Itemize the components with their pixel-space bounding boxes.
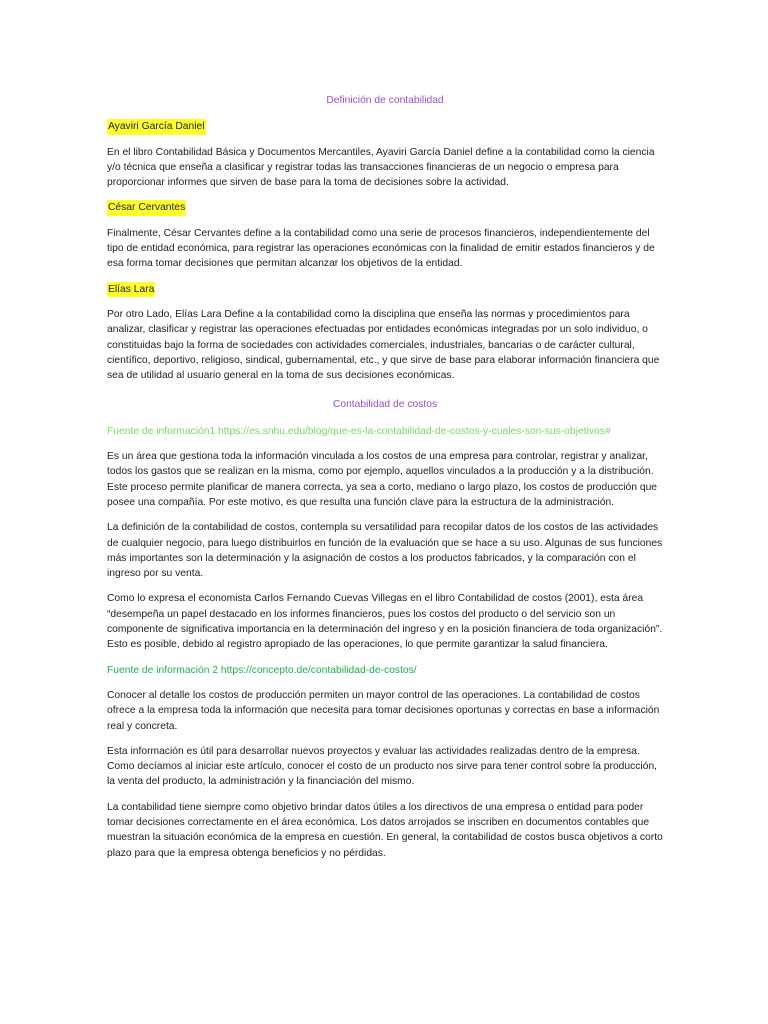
source-link-2[interactable]: Fuente de información 2 https://concepto.de/contabilidad-de-costos/ xyxy=(107,664,417,676)
author-ayaviri: Ayaviri García Daniel xyxy=(107,119,206,134)
author-lara: Elías Lara xyxy=(107,282,155,297)
paragraph-area-costos: Es un área que gestiona toda la información vinculada a los costos de una empresa para controlar, registrar y analizar, todos los gastos que se realizan en la misma, como por ejemplo, aquellos vinculados a la producción y a la distribución. Este proceso permite planificar de manera correcta, ya sea a corto, mediano o largo plazo, los costos de producción que posee una compañía. Por este motivo, es que resulta una función clave para la estructura de la administración. xyxy=(107,451,658,508)
paragraph-objetivo: La contabilidad tiene siempre como objetivo brindar datos útiles a los directivos de una empresa o entidad para poder tomar decisiones correctamente en el área económica. Los datos arrojados se inscriben en documentos contables que muestran la situación económica de la empresa en cuestión. En general, la contabilidad de costos busca objetivos a corto plazo para que la empresa obtenga beneficios y no pérdidas. xyxy=(107,801,663,859)
paragraph-conocer-detalle: Conocer al detalle los costos de producción permiten un mayor control de las operaciones. La contabilidad de costos ofrece a la empresa toda la información que necesita para tomar decisiones oportunas y correctas en base a información real y concreta. xyxy=(107,689,660,732)
paragraph-cervantes: Finalmente, César Cervantes define a la contabilidad como una serie de procesos financieros, independientemente del tipo de entidad económica, para registrar las operaciones económicas con la finalidad de emitir estados financieros y de esa forma tomar decisiones que permitan alcanzar los objetivos de la entidad. xyxy=(107,227,655,270)
paragraph-ayaviri: En el libro Contabilidad Básica y Documentos Mercantiles, Ayaviri García Daniel define a la contabilidad como la ciencia y/o técnica que enseña a clasificar y registrar todas las transacciones financieras de un negocio o empresa para proporcionar informes que sirven de base para la toma de decisiones sobre la actividad. xyxy=(107,146,655,189)
heading-contabilidad-costos: Contabilidad de costos xyxy=(332,399,438,411)
paragraph-definicion-costos: La definición de la contabilidad de costos, contempla su versatilidad para recopilar datos de los costos de las actividades de cualquier negocio, para luego distribuirlos en función de la evaluación que se hace a su uso. Algunas de sus funciones más importantes son la determinación y la asignación de costos a los productos fabricados, y la comparación con el ingreso por su venta. xyxy=(107,522,663,580)
heading-definicion: Definición de contabilidad xyxy=(326,95,444,106)
paragraph-informacion-util: Esta información es útil para desarrollar nuevos proyectos y evaluar las actividades realizadas dentro de la empresa. Como decíamos al iniciar este artículo, conocer el costo de un producto nos sirve para tener control sobre la producción, la venta del producto, la administración y la financiación del mismo. xyxy=(107,745,658,788)
paragraph-cuevas-villegas: Como lo expresa el economista Carlos Fernando Cuevas Villegas en el libro Contabilidad de costos (2001), esta área “desempeña un papel destacado en los informes financieros, pues los costos del producto o del servicio son un componente de significativa importancia en la determinación del ingreso y en la posición financiera de toda organización”. Esto es posible, debido al registro apropiado de las operaciones, lo que permite garantizar la salud financiera. xyxy=(107,593,663,651)
source-link-1[interactable]: Fuente de información1 https://es.snhu.edu/blog/que-es-la-contabilidad-de-costos-y-cuales-son-sus-objetivos# xyxy=(107,425,611,437)
author-cervantes: César Cervantes xyxy=(107,200,186,215)
document-page xyxy=(107,93,663,871)
paragraph-lara: Por otro Lado, Elías Lara Define a la contabilidad como la disciplina que enseña las normas y procedimientos para analizar, clasificar y registrar las operaciones efectuadas por entidades económicas integradas por un solo individuo, o constituidas bajo la forma de sociedades con actividades comerciales, industriales, bancarias o de carácter cultural, científico, deportivo, religioso, sindical, gubernamental, etc., y que sirve de base para elaborar información financiera que sea de utilidad al usuario general en la toma de sus decisiones económicas. xyxy=(107,308,660,382)
